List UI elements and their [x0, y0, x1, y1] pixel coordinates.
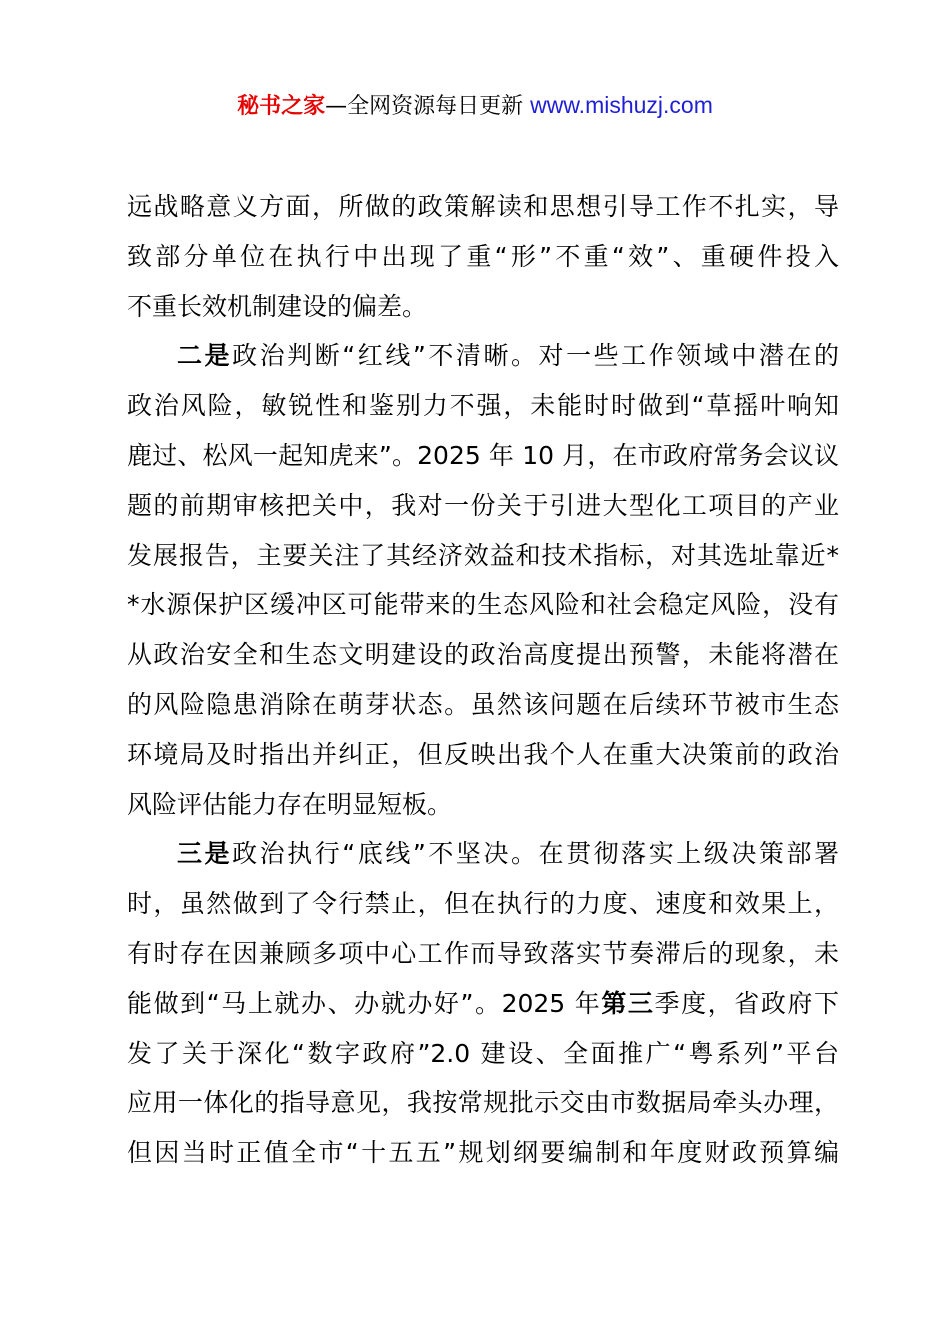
text-line: 远战略意义方面，所做的政策解读和思想引导工作不扎实，导: [127, 192, 839, 221]
text-line: 发展报告，主要关注了其经济效益和技术指标，对其选址靠近*: [127, 540, 839, 570]
site-tagline: —全网资源每日更新: [325, 94, 531, 119]
bold-marker-two: 二是: [177, 341, 233, 371]
site-brand: 秘书之家: [237, 94, 326, 119]
site-url-link[interactable]: www.mishuzj.com: [530, 92, 713, 118]
text-span: 季度，省政府下: [654, 988, 839, 1018]
text-line: 致部分单位在执行中出现了重“形”不重“效”、重硬件投入: [127, 241, 839, 271]
text-span: 政治判断“红线”不清晰。对一些工作领域中潜在的: [232, 341, 839, 371]
text-line: 政治风险，敏锐性和鉴别力不强，未能时时做到“草摇叶响知: [127, 391, 839, 421]
bold-marker-three: 三是: [177, 839, 233, 869]
text-span: 能做到“马上就办、办就办好”。2025 年: [127, 988, 602, 1018]
text-line: 风险评估能力存在明显短板。: [127, 789, 453, 819]
text-line: 应用一体化的指导意见，我按常规批示交由市数据局牵头办理，: [127, 1088, 839, 1118]
document-body: [127, 182, 839, 1178]
text-line: 的风险隐患消除在萌芽状态。虽然该问题在后续环节被市生态: [127, 689, 839, 719]
text-line: 题的前期审核把关中，我对一份关于引进大型化工项目的产业: [127, 490, 839, 520]
text-line: 发了关于深化“数字政府”2.0 建设、全面推广“粤系列”平台: [127, 1038, 839, 1068]
text-line: 从政治安全和生态文明建设的政治高度提出预警，未能将潜在: [127, 640, 839, 670]
paragraph-three-start: [127, 829, 839, 879]
text-line: 不重长效机制建设的偏差。: [127, 291, 428, 321]
text-span: 政治执行“底线”不坚决。在贯彻落实上级决策部署: [232, 839, 839, 869]
bold-marker-third: 第三: [601, 988, 655, 1018]
text-line: 鹿过、松风一起知虎来”。2025 年 10 月，在市政府常务会议议: [127, 440, 839, 470]
text-line: 但因当时正值全市“十五五”规划纲要编制和年度财政预算编: [127, 1138, 839, 1168]
text-line: *水源保护区缓冲区可能带来的生态风险和社会稳定风险，没有: [127, 590, 839, 620]
text-line: 环境局及时指出并纠正，但反映出我个人在重大决策前的政治: [127, 739, 839, 769]
text-line: 时，虽然做到了令行禁止，但在执行的力度、速度和效果上，: [127, 889, 839, 919]
text-line: 有时存在因兼顾多项中心工作而导致落实节奏滞后的现象，未: [127, 938, 839, 968]
text-line-with-bold: [127, 979, 839, 1029]
site-header: [0, 88, 950, 124]
paragraph-two-start: [127, 331, 839, 381]
